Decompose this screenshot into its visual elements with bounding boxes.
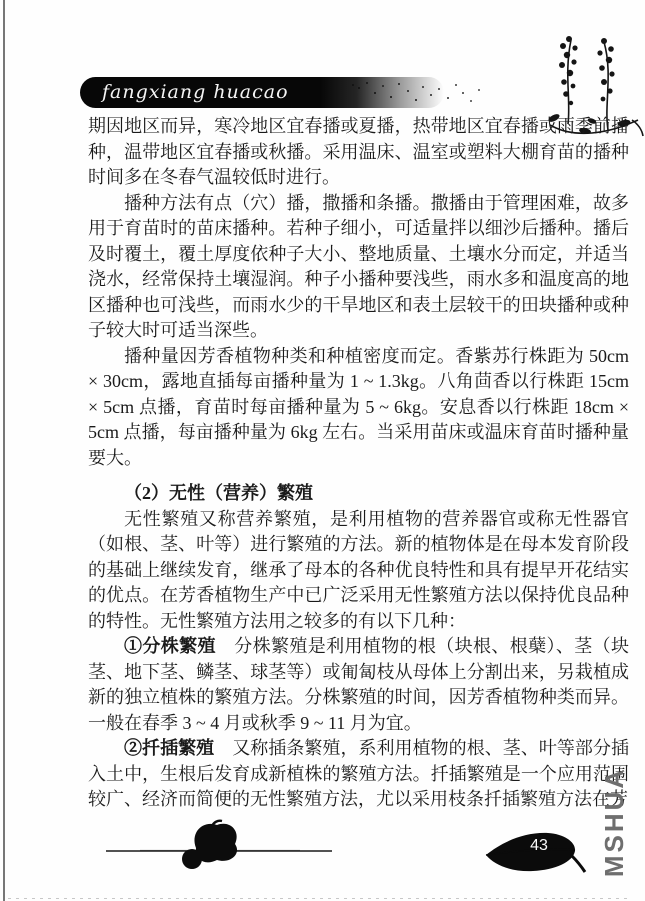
paragraph-sowing-rates: 播种量因芳香植物种类和种植密度而定。香紫苏行株距为 50cm × 30cm，露地直插每亩播种量为 1 ~ 1.3kg。八角茴香以行株距 15cm × 5cm 点播，育苗时每亩播种量为 5 ~ 6kg。安息香以行株距 18cm × 5cm 点播，每亩播种量为 6kg 左右。当采用苗床或温床育苗时播种量要大。 — [88, 345, 629, 468]
list-item-cutting-propagation — [88, 736, 629, 813]
side-watermark: MSHUA — [599, 766, 629, 878]
list-item-division-propagation — [88, 634, 629, 736]
paragraph-sowing-methods: 播种方法有点（穴）播，撒播和条播。撒播由于管理困难，故多用于育苗时的苗床播种。若种子细小，可适量拌以细沙后播种。播后及时覆土，覆土厚度依种子大小、整地质量、土壤水分而定，并适当浇水，经常保持土壤湿润。种子小播种要浅些，雨水多和温度高的地区播种也可浅些，而雨水少的干旱地区和表土层较干的田块播种或种子较大时可适当深些。 — [88, 192, 629, 340]
item2-lead: ②扦插繁殖 — [124, 738, 215, 758]
scan-bottom-edge — [8, 898, 627, 899]
item1-lead: ①分株繁殖 — [124, 636, 216, 656]
page-body — [88, 114, 629, 813]
item2-text: 又称插条繁殖，系利用植物的根、茎、叶等部分插入土中，生根后发育成新植株的繁殖方法。扦插繁殖是一个应用范围较广、经济而简便的无性繁殖方法，尤以采用枝条扦插繁殖方法在芳 — [88, 738, 629, 809]
section-heading-asexual-propagation: （2）无性（营养）繁殖 — [124, 483, 313, 503]
item1-text: 分株繁殖是利用植物的根（块根、根蘖）、茎（块茎、地下茎、鳞茎、球茎等）或匍匐枝从母体上分割出来，另栽植成新的独立植株的繁殖方法。分株繁殖的时间，因芳香植物种类而异。一般在春季 3 ~ 4 月或秋季 9 ~ 11 月为宜。 — [88, 636, 630, 733]
banner-title: fangxiang huacao — [102, 81, 289, 103]
scan-edge-line — [3, 0, 5, 901]
paragraph-sowing-season: 期因地区而异，寒冷地区宜春播或夏播，热带地区宜春播或雨季前播种，温带地区宜春播或秋播。采用温床、温室或塑料大棚育苗的播种时间多在冬春气温较低时进行。 — [88, 116, 629, 187]
banner-speckle-texture — [352, 84, 354, 86]
page-number: 43 — [530, 837, 548, 854]
paragraph-asexual-intro: 无性繁殖又称营养繁殖，是利用植物的营养器官或称无性器官（如根、茎、叶等）进行繁殖的方法。新的植物体是在母本发育阶段的基础上继续发育，继承了母本的各种优良特性和具有提早开花结实的优点。在芳香植物生产中已广泛采用无性繁殖方法以保持优良品种的特性。无性繁殖方法用之较多的有以下几种： — [88, 508, 629, 631]
leaf-page-number-icon — [478, 826, 588, 881]
berry-blob-icon — [100, 818, 340, 878]
chapter-banner — [80, 77, 444, 108]
